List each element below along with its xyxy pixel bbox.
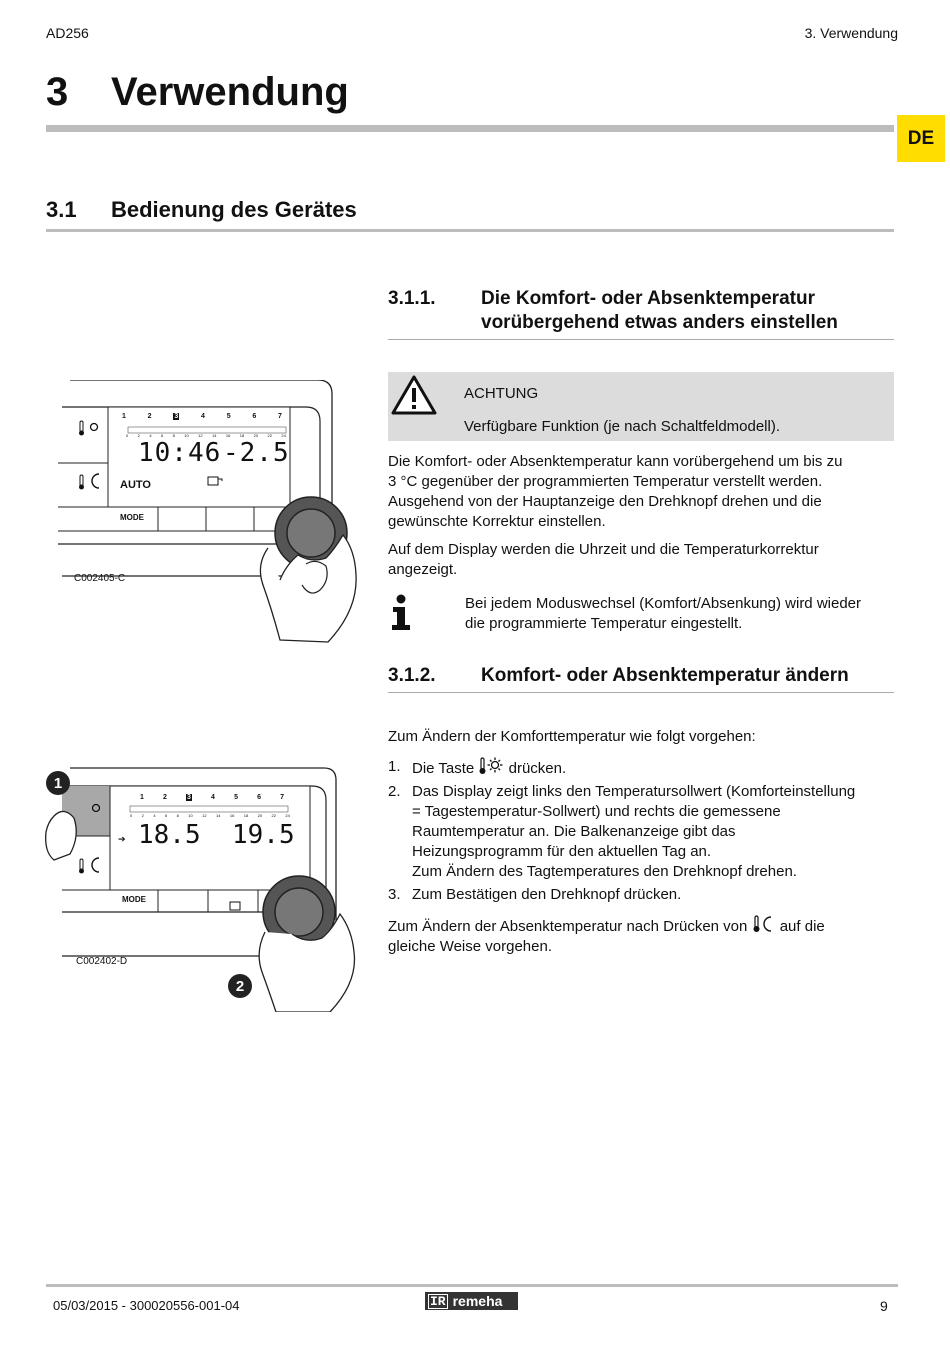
sub1-paragraph-2: Auf dem Display werden die Uhrzeit und die Temperaturkorrektur angezeigt. (388, 541, 819, 578)
info-text: Bei jedem Moduswechsel (Komfort/Absenkung) wird wieder die programmierte Temperatur eingestellt. (465, 595, 862, 632)
footer-date-ref: 05/03/2015 - 300020556-001-04 (53, 1298, 240, 1313)
brand-logo: IR remeha (425, 1292, 518, 1310)
lcd-room-temp: 19.5 (232, 820, 295, 850)
step-3: 3. Zum Bestätigen den Drehknopf drücken. (388, 886, 682, 903)
lcd-correction: -2.5 (223, 438, 290, 468)
arrow-icon: ➔ (118, 834, 126, 844)
sub2-rule (388, 692, 894, 693)
callout-1: 1 (53, 775, 63, 792)
sub2-number: 3.1.2. (388, 665, 436, 686)
section-title: Bedienung des Gerätes (111, 197, 357, 222)
sub1-title: Die Komfort- oder Absenktemperatur vorübergehend etwas anders einstellen (481, 288, 838, 333)
section-ref: 3. Verwendung (804, 25, 898, 41)
lcd-mode: AUTO (120, 479, 151, 491)
chapter-number: 3 (46, 70, 69, 114)
day-row-2: 1 2 3 4 5 6 7 (140, 794, 284, 801)
warning-title: ACHTUNG (464, 385, 539, 402)
lcd-setpoint: 18.5 (138, 820, 201, 850)
mode-button-1[interactable]: MODE (120, 513, 144, 522)
comfort-sun-icon (478, 757, 504, 775)
warning-icon (391, 375, 437, 415)
step-2: 2. Das Display zeigt links den Temperatursollwert (Komforteinstellung = Tagestemperatur-Sollwert) und rechts die gemessene Raumtemperatur an. Die Balkenanzeige gibt das Heizungsprogramm für den aktuellen Tag an. Zum Ändern des Tagtemperatures den Drehknopf drehen. (388, 783, 856, 880)
info-icon (390, 594, 412, 631)
logo-mark-icon: IR (430, 1293, 446, 1309)
sub2-title: Komfort- oder Absenktemperatur ändern (481, 665, 849, 686)
section-number: 3.1 (46, 197, 77, 222)
sub1-rule (388, 339, 894, 340)
figure-1-caption: C002405-C (74, 573, 126, 584)
callout-2: 2 (235, 978, 245, 995)
sub1-number: 3.1.1. (388, 288, 436, 309)
chapter-rule (46, 125, 894, 132)
hour-row-2: 0 2 4 6 8 10 12 14 16 18 20 22 24 (130, 813, 290, 818)
rotary-knob-2[interactable] (259, 876, 354, 1012)
thermostat-body-1 (58, 380, 378, 650)
hour-row-1: 0 2 4 6 8 10 12 14 16 18 20 22 24 (126, 433, 286, 438)
sub1-paragraph-1: Die Komfort- oder Absenktemperatur kann vorübergehend um bis zu 3 °C gegenüber der programmierten Temperatur verstellt werden. Ausgehend von der Hauptanzeige den Drehknopf drehen und die gewünschte Korrektur einstellen. (388, 453, 843, 530)
lcd-time: 10:46 (138, 438, 222, 468)
doc-id: AD256 (46, 25, 89, 41)
language-badge: DE (897, 115, 945, 162)
reduced-moon-icon (752, 915, 776, 933)
section-rule (46, 229, 894, 232)
step-1: 1. Die Taste drücken. (388, 758, 567, 777)
page-number: 9 (880, 1298, 888, 1314)
warning-box (388, 372, 894, 441)
footer-rule (46, 1284, 898, 1287)
mode-button-2[interactable]: MODE (122, 895, 146, 904)
chapter-title: Verwendung (111, 70, 349, 114)
day-row-1: 1 2 3 4 5 6 7 (122, 413, 282, 420)
figure-2-caption: C002402-D (76, 956, 128, 967)
sub2-steps (388, 757, 898, 905)
warning-text: Verfügbare Funktion (je nach Schaltfeldmodell). (464, 418, 781, 435)
figure-2 (40, 762, 380, 1012)
sub2-intro: Zum Ändern der Komforttemperatur wie folgt vorgehen: (388, 728, 756, 745)
sub2-outro: Zum Ändern der Absenktemperatur nach Drücken von auf die gleiche Weise vorgehen. (388, 915, 825, 957)
figure-1 (58, 380, 378, 650)
